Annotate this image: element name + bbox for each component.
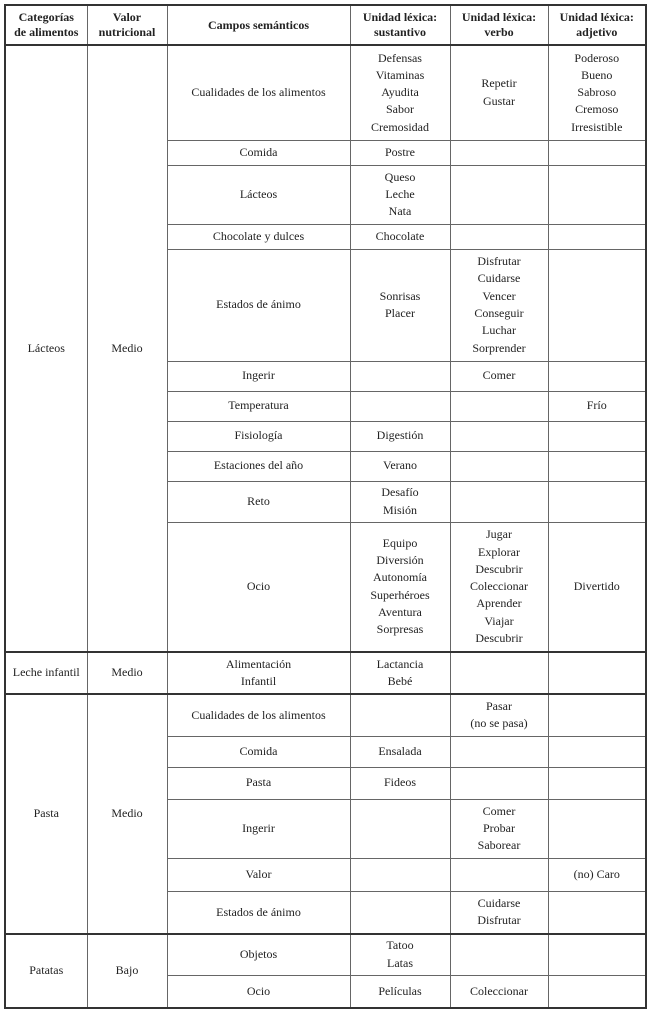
noun-cell <box>350 361 450 391</box>
adjective-cell <box>548 694 646 736</box>
noun-cell: Equipo Diversión Autonomía Superhéroes Aventura Sorpresas <box>350 522 450 652</box>
food-lexicon-table <box>4 4 647 1009</box>
noun-cell: Verano <box>350 451 450 481</box>
category-cell: Leche infantil <box>5 652 87 694</box>
header-verbo: Unidad léxica: verbo <box>450 5 548 45</box>
semantic-field-cell: Estados de ánimo <box>167 891 350 934</box>
semantic-field-cell: Estados de ánimo <box>167 249 350 361</box>
semantic-field-cell: Fisiología <box>167 421 350 451</box>
table-row <box>5 694 646 736</box>
verb-cell <box>450 481 548 522</box>
table-row <box>5 45 646 140</box>
verb-cell <box>450 934 548 975</box>
noun-cell <box>350 391 450 421</box>
noun-cell: Defensas Vitaminas Ayudita Sabor Cremosidad <box>350 45 450 140</box>
adjective-cell <box>548 891 646 934</box>
verb-cell <box>450 736 548 767</box>
noun-cell: Postre <box>350 140 450 165</box>
noun-cell: Películas <box>350 975 450 1008</box>
verb-cell: Jugar Explorar Descubrir Coleccionar Aprender Viajar Descubrir <box>450 522 548 652</box>
noun-cell <box>350 858 450 891</box>
adjective-cell <box>548 652 646 694</box>
adjective-cell <box>548 451 646 481</box>
verb-cell: Disfrutar Cuidarse Vencer Conseguir Luchar Sorprender <box>450 249 548 361</box>
noun-cell <box>350 799 450 858</box>
adjective-cell <box>548 799 646 858</box>
verb-cell: Cuidarse Disfrutar <box>450 891 548 934</box>
noun-cell: Tatoo Latas <box>350 934 450 975</box>
noun-cell: Sonrisas Placer <box>350 249 450 361</box>
semantic-field-cell: Chocolate y dulces <box>167 224 350 249</box>
verb-cell <box>450 767 548 799</box>
verb-cell <box>450 140 548 165</box>
noun-cell: Lactancia Bebé <box>350 652 450 694</box>
semantic-field-cell: Estaciones del año <box>167 451 350 481</box>
adjective-cell <box>548 249 646 361</box>
nutritional-value-cell: Medio <box>87 694 167 934</box>
noun-cell: Chocolate <box>350 224 450 249</box>
adjective-cell <box>548 736 646 767</box>
header-valor: Valor nutricional <box>87 5 167 45</box>
nutritional-value-cell: Medio <box>87 652 167 694</box>
noun-cell: Ensalada <box>350 736 450 767</box>
header-adjetivo: Unidad léxica: adjetivo <box>548 5 646 45</box>
adjective-cell <box>548 975 646 1008</box>
semantic-field-cell: Lácteos <box>167 165 350 224</box>
verb-cell: Comer Probar Saborear <box>450 799 548 858</box>
adjective-cell <box>548 767 646 799</box>
adjective-cell <box>548 361 646 391</box>
semantic-field-cell: Ingerir <box>167 361 350 391</box>
verb-cell <box>450 652 548 694</box>
adjective-cell: Poderoso Bueno Sabroso Cremoso Irresistible <box>548 45 646 140</box>
noun-cell <box>350 891 450 934</box>
verb-cell: Coleccionar <box>450 975 548 1008</box>
adjective-cell <box>548 481 646 522</box>
adjective-cell <box>548 934 646 975</box>
adjective-cell: (no) Caro <box>548 858 646 891</box>
verb-cell <box>450 421 548 451</box>
verb-cell <box>450 224 548 249</box>
semantic-field-cell: Ocio <box>167 522 350 652</box>
adjective-cell <box>548 140 646 165</box>
category-cell: Lácteos <box>5 45 87 652</box>
noun-cell <box>350 694 450 736</box>
semantic-field-cell: Ocio <box>167 975 350 1008</box>
table-row <box>5 652 646 694</box>
semantic-field-cell: Reto <box>167 481 350 522</box>
category-cell: Patatas <box>5 934 87 1008</box>
semantic-field-cell: Comida <box>167 736 350 767</box>
noun-cell: Queso Leche Nata <box>350 165 450 224</box>
semantic-field-cell: Cualidades de los alimentos <box>167 694 350 736</box>
semantic-field-cell: Valor <box>167 858 350 891</box>
semantic-field-cell: Comida <box>167 140 350 165</box>
semantic-field-cell: Temperatura <box>167 391 350 421</box>
nutritional-value-cell: Medio <box>87 45 167 652</box>
semantic-field-cell: Objetos <box>167 934 350 975</box>
adjective-cell: Divertido <box>548 522 646 652</box>
verb-cell: Pasar (no se pasa) <box>450 694 548 736</box>
verb-cell <box>450 391 548 421</box>
table-row <box>5 934 646 975</box>
noun-cell: Desafío Misión <box>350 481 450 522</box>
verb-cell <box>450 165 548 224</box>
header-campos: Campos semánticos <box>167 5 350 45</box>
verb-cell: Repetir Gustar <box>450 45 548 140</box>
adjective-cell <box>548 165 646 224</box>
semantic-field-cell: Ingerir <box>167 799 350 858</box>
semantic-field-cell: Pasta <box>167 767 350 799</box>
verb-cell: Comer <box>450 361 548 391</box>
noun-cell: Fideos <box>350 767 450 799</box>
adjective-cell: Frío <box>548 391 646 421</box>
adjective-cell <box>548 421 646 451</box>
nutritional-value-cell: Bajo <box>87 934 167 1008</box>
header-categorias: Categorías de alimentos <box>5 5 87 45</box>
noun-cell: Digestión <box>350 421 450 451</box>
verb-cell <box>450 451 548 481</box>
header-sustantivo: Unidad léxica: sustantivo <box>350 5 450 45</box>
verb-cell <box>450 858 548 891</box>
semantic-field-cell: Alimentación Infantil <box>167 652 350 694</box>
adjective-cell <box>548 224 646 249</box>
header-row <box>5 5 646 45</box>
category-cell: Pasta <box>5 694 87 934</box>
semantic-field-cell: Cualidades de los alimentos <box>167 45 350 140</box>
